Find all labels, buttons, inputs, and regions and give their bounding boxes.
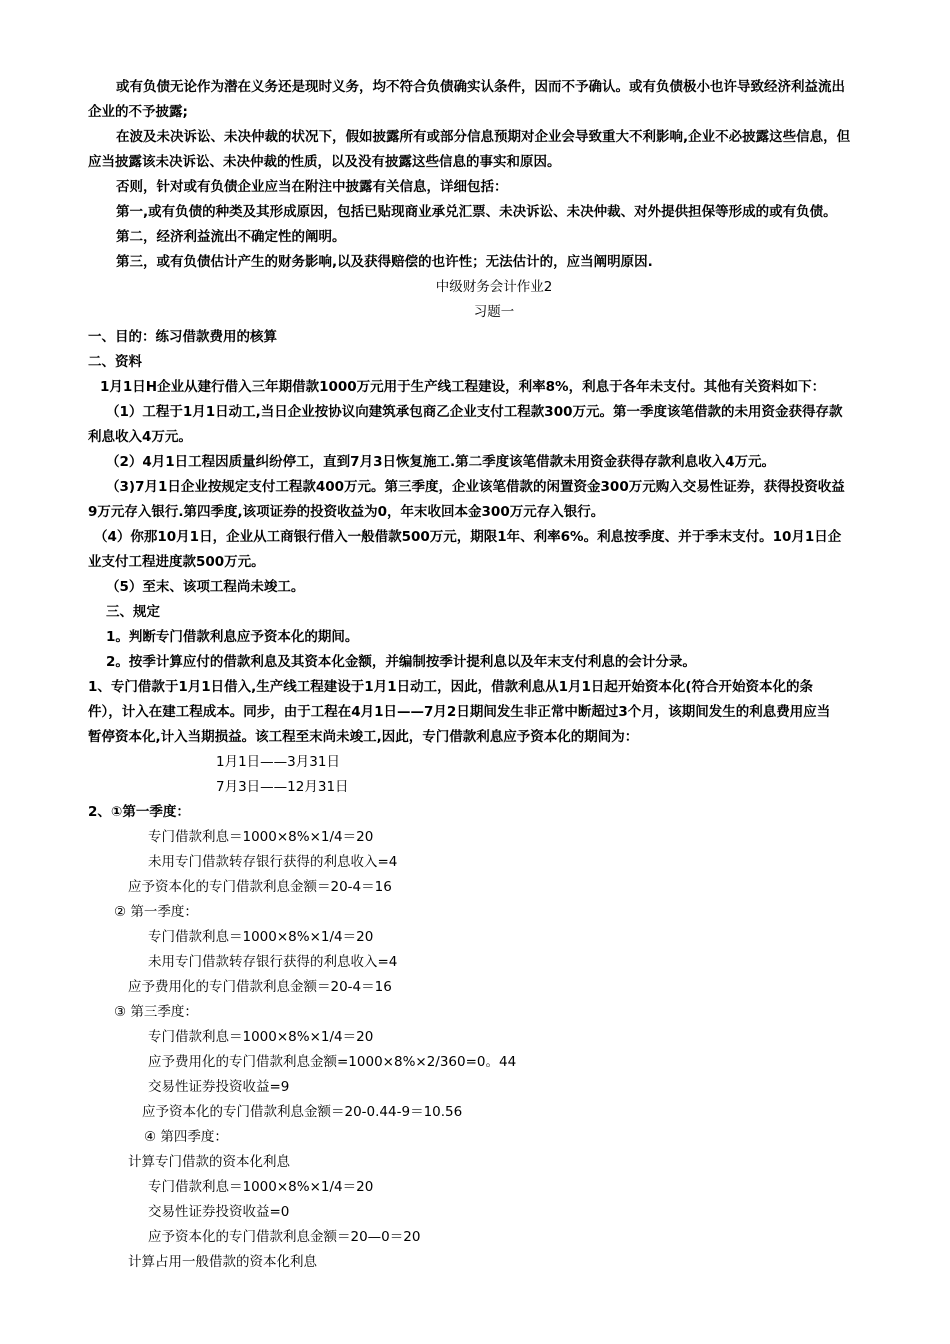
q3-capitalized: 应予资本化的专门借款利息金额＝20-0.44-9＝10.56 [142,1104,463,1120]
material-item-3-line-2: 9万元存入银行.第四季度,该项证券的投资收益为0，年末收回本金300万元存入银行。 [88,504,605,520]
q3-interest: 专门借款利息＝1000×8%×1/4＝20 [148,1029,374,1045]
q2-unused-income: 未用专门借款转存银行获得的利息收入=4 [148,954,398,970]
material-item-1-line-2: 利息收入4万元。 [88,429,192,445]
intro-paragraph-2-line-2: 应当披露该未决诉讼、未决仲裁的性质，以及没有披露这些信息的事实和原因。 [88,154,561,170]
q4-special-heading: 计算专门借款的资本化利息 [128,1154,290,1170]
intro-paragraph-2-line-1: 在波及未决诉讼、未决仲裁的状况下，假如披露所有或部分信息预期对企业会导致重大不利影响,企业不必披露这些信息，但 [116,129,851,145]
q3-expensed: 应予费用化的专门借款利息金额=1000×8%×2/360=0。44 [148,1054,517,1070]
material-item-3-line-1: （3)7月1日企业按规定支付工程款400万元。第三季度，企业该笔借款的闲置资金300万元购入交易性证券，获得投资收益 [106,479,845,495]
q1-interest: 专门借款利息＝1000×8%×1/4＝20 [148,829,374,845]
answer-1-line-3: 暂停资本化,计入当期损益。该工程至末尚未竣工,因此，专门借款利息应予资本化的期间为： [88,729,639,745]
answer-1-line-2: 件），计入在建工程成本。同步，由于工程在4月1日——7月2日期间发生非正常中断超过3个月，该期间发生的利息费用应当 [88,704,831,720]
intro-paragraph-1-line-1: 或有负债无论作为潜在义务还是现时义务，均不符合负债确实认条件，因而不予确认。或有负债极小也许导致经济利益流出 [116,79,845,95]
exercise-subtitle: 习题一 [473,304,515,320]
q3-securities-income: 交易性证券投资收益=9 [148,1079,290,1095]
material-item-2: （2）4月1日工程因质量纠纷停工，直到7月3日恢复施工.第二季度该笔借款未用资金获得存款利息收入4万元。 [106,454,775,470]
rule-1: 1。判断专门借款利息应予资本化的期间。 [106,629,359,645]
q2-expensed: 应予费用化的专门借款利息金额＝20-4＝16 [128,979,392,995]
intro-paragraph-5: 第二，经济利益流出不确定性的阐明。 [116,229,346,245]
answer-2-heading: 2、①第一季度： [88,804,190,820]
material-item-4-line-2: 业支付工程进度款500万元。 [88,554,265,570]
rule-2: 2。按季计算应付的借款利息及其资本化金额，并编制按季计提利息以及年末支付利息的会计分录。 [106,654,696,670]
q4-securities-income: 交易性证券投资收益=0 [148,1204,290,1220]
section-rules: 三、规定 [106,604,160,620]
intro-paragraph-1-line-2: 企业的不予披露; [88,104,188,120]
material-item-1-line-1: （1）工程于1月1日动工,当日企业按协议向建筑承包商乙企业支付工程款300万元。第一季度该笔借款的未用资金获得存款 [106,404,843,420]
material-item-5: （5）至末、该项工程尚未竣工。 [106,579,305,595]
assignment-title: 中级财务会计作业2 [435,279,553,295]
intro-paragraph-3: 否则，针对或有负债企业应当在附注中披露有关信息，详细包括： [116,179,508,195]
capitalization-period-1: 1月1日——3月31日 [216,754,340,770]
q4-heading: ④ 第四季度： [144,1129,228,1145]
material-item-4-line-1: （4）你那10月1日，企业从工商银行借入一般借款500万元，期限1年、利率6%。利息按季度、并于季末支付。10月1日企 [94,529,842,545]
material-intro: 1月1日H企业从建行借入三年期借款1000万元用于生产线工程建设，利率8%，利息于各年未支付。其他有关资料如下： [100,379,826,395]
q4-interest: 专门借款利息＝1000×8%×1/4＝20 [148,1179,374,1195]
q1-capitalized: 应予资本化的专门借款利息金额＝20-4＝16 [128,879,392,895]
section-purpose: 一、目的：练习借款费用的核算 [88,329,277,345]
answer-1-line-1: 1、专门借款于1月1日借入,生产线工程建设于1月1日动工，因此，借款利息从1月1日起开始资本化(符合开始资本化的条 [88,679,814,695]
q2-interest: 专门借款利息＝1000×8%×1/4＝20 [148,929,374,945]
q4-general-heading: 计算占用一般借款的资本化利息 [128,1254,317,1270]
section-material: 二、资料 [88,354,142,370]
q2-heading: ② 第一季度： [114,904,198,920]
q3-heading: ③ 第三季度： [114,1004,198,1020]
intro-paragraph-4: 第一,或有负债的种类及其形成原因，包括已贴现商业承兑汇票、未决诉讼、未决仲裁、对外提供担保等形成的或有负债。 [116,204,837,220]
capitalization-period-2: 7月3日——12月31日 [216,779,349,795]
q1-unused-income: 未用专门借款转存银行获得的利息收入=4 [148,854,398,870]
intro-paragraph-6: 第三，或有负债估计产生的财务影响,以及获得赔偿的也许性；无法估计的，应当阐明原因. [116,254,653,270]
q4-capitalized: 应予资本化的专门借款利息金额＝20—0＝20 [148,1229,421,1245]
